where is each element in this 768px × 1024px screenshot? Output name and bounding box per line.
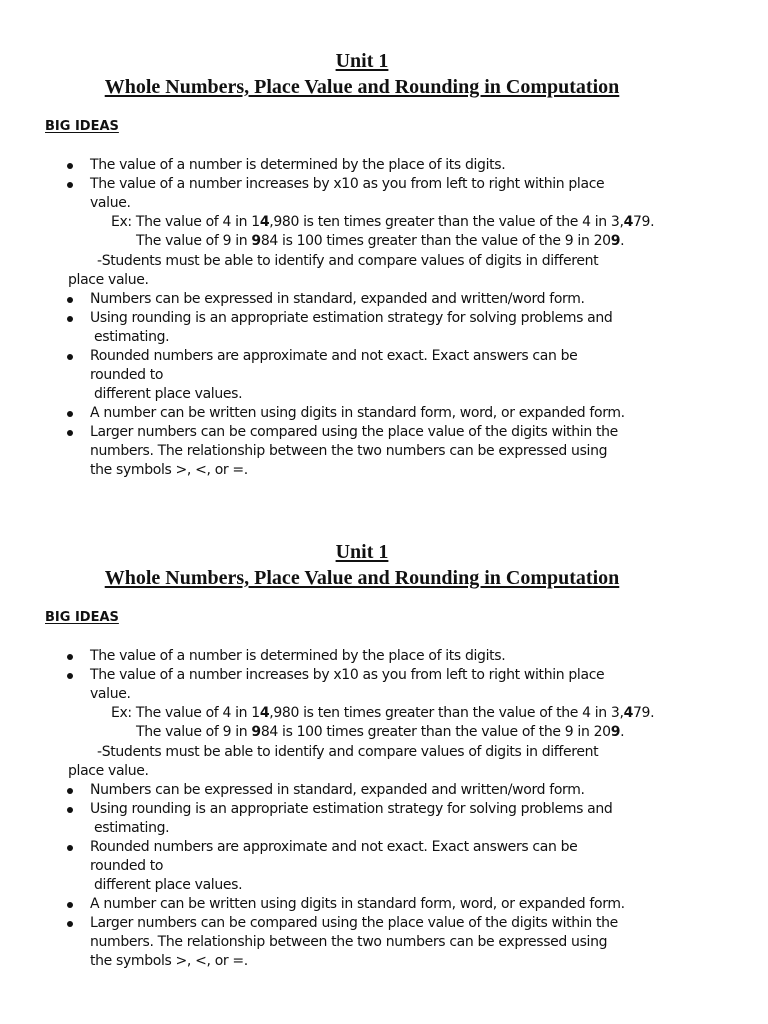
bullet-icon: [67, 807, 73, 813]
unit-title: Whole Numbers, Place Value and Rounding in Computation: [104, 76, 620, 98]
big-idea-5-line-3: different place values.: [94, 386, 243, 402]
note-line-1: -Students must be able to identify and compare values of digits in different: [97, 744, 599, 760]
big-idea-7-line-2: numbers. The relationship between the two numbers can be expressed using: [90, 934, 608, 950]
example-2-text: .: [620, 724, 625, 740]
example-2-emphasis: 9: [251, 724, 261, 740]
example-2-text: The value of 9 in: [136, 233, 252, 249]
big-idea-2-line-2: value.: [90, 195, 131, 211]
big-idea-5-line-1: Rounded numbers are approximate and not exact. Exact answers can be: [90, 348, 578, 364]
big-idea-4-line-1: Using rounding is an appropriate estimation strategy for solving problems and: [90, 310, 613, 326]
example-1-text: Ex: The value of 4 in 1: [111, 214, 260, 230]
big-idea-7-line-1: Larger numbers can be compared using the place value of the digits within the: [90, 915, 618, 931]
big-idea-4-line-2: estimating.: [94, 820, 170, 836]
bullet-icon: [67, 316, 73, 322]
example-1-emphasis: 4: [623, 214, 633, 230]
example-2-text: .: [620, 233, 625, 249]
big-idea-1: The value of a number is determined by the place of its digits.: [90, 648, 506, 664]
example-1: [111, 213, 654, 232]
example-2-emphasis: 9: [610, 233, 621, 249]
bullet-icon: [67, 354, 73, 360]
bullet-icon: [67, 163, 73, 169]
example-1-emphasis: 4: [259, 214, 270, 230]
example-2-text: 84 is 100 times greater than the value of the 9 in 20: [260, 233, 611, 249]
bullet-icon: [67, 654, 73, 660]
big-idea-5-line-2: rounded to: [90, 858, 164, 874]
example-1-emphasis: 4: [623, 705, 633, 721]
example-1-text: Ex: The value of 4 in 1: [111, 705, 260, 721]
big-idea-4-line-2: estimating.: [94, 329, 170, 345]
big-idea-6: A number can be written using digits in standard form, word, or expanded form.: [90, 405, 625, 421]
big-idea-2-line-2: value.: [90, 686, 131, 702]
bullet-icon: [67, 921, 73, 927]
example-1-text: 79.: [633, 705, 655, 721]
big-idea-1: The value of a number is determined by the place of its digits.: [90, 157, 506, 173]
bullet-icon: [67, 902, 73, 908]
example-1-text: ,980 is ten times greater than the value of the 4 in 3,: [269, 705, 624, 721]
unit-title: Whole Numbers, Place Value and Rounding in Computation: [104, 567, 620, 589]
note-line-2: place value.: [68, 763, 149, 779]
bullet-icon: [67, 297, 73, 303]
example-2-text: The value of 9 in: [136, 724, 252, 740]
bullet-icon: [67, 430, 73, 436]
example-2-text: 84 is 100 times greater than the value of the 9 in 20: [260, 724, 611, 740]
unit-heading: Unit 1: [335, 541, 389, 563]
big-idea-7-line-3: the symbols >, <, or =.: [90, 462, 248, 478]
big-idea-4-line-1: Using rounding is an appropriate estimation strategy for solving problems and: [90, 801, 613, 817]
note-line-1: -Students must be able to identify and compare values of digits in different: [97, 253, 599, 269]
example-2-emphasis: 9: [251, 233, 261, 249]
big-idea-2-line-1: The value of a number increases by x10 as you from left to right within place: [90, 176, 605, 192]
big-idea-3: Numbers can be expressed in standard, expanded and written/word form.: [90, 291, 585, 307]
big-idea-3: Numbers can be expressed in standard, expanded and written/word form.: [90, 782, 585, 798]
big-idea-2-line-1: The value of a number increases by x10 as you from left to right within place: [90, 667, 605, 683]
big-idea-5-line-3: different place values.: [94, 877, 243, 893]
example-2-emphasis: 9: [610, 724, 621, 740]
big-idea-7-line-1: Larger numbers can be compared using the place value of the digits within the: [90, 424, 618, 440]
big-idea-6: A number can be written using digits in standard form, word, or expanded form.: [90, 896, 625, 912]
big-idea-7-line-3: the symbols >, <, or =.: [90, 953, 248, 969]
example-1-emphasis: 4: [259, 705, 270, 721]
example-1: [111, 704, 654, 723]
example-1-text: 79.: [633, 214, 655, 230]
unit-heading: Unit 1: [335, 50, 389, 72]
big-idea-5-line-1: Rounded numbers are approximate and not exact. Exact answers can be: [90, 839, 578, 855]
bullet-icon: [67, 411, 73, 417]
bullet-icon: [67, 845, 73, 851]
note-line-2: place value.: [68, 272, 149, 288]
bullet-icon: [67, 788, 73, 794]
big-idea-7-line-2: numbers. The relationship between the two numbers can be expressed using: [90, 443, 608, 459]
bullet-icon: [67, 673, 73, 679]
big-idea-5-line-2: rounded to: [90, 367, 164, 383]
big-ideas-heading: BIG IDEAS: [45, 610, 119, 625]
bullet-icon: [67, 182, 73, 188]
example-2: [136, 232, 624, 251]
example-2: [136, 723, 624, 742]
example-1-text: ,980 is ten times greater than the value of the 4 in 3,: [269, 214, 624, 230]
big-ideas-heading: BIG IDEAS: [45, 119, 119, 134]
